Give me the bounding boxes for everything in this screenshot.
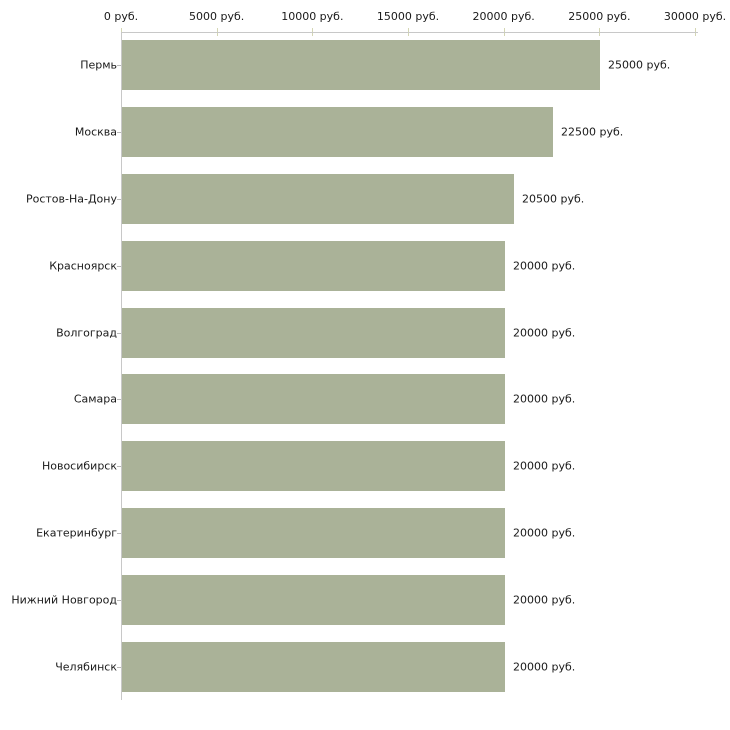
y-axis-tick bbox=[117, 399, 121, 400]
y-axis-tick bbox=[117, 533, 121, 534]
category-label: Ростов-На-Дону bbox=[25, 192, 117, 206]
category-label: Москва bbox=[74, 125, 117, 139]
bar bbox=[122, 374, 505, 424]
value-label: 20000 руб. bbox=[513, 392, 576, 406]
x-axis-tick-label: 10000 руб. bbox=[281, 10, 344, 23]
category-label: Красноярск bbox=[49, 259, 117, 273]
y-axis-tick bbox=[117, 667, 121, 668]
bar bbox=[122, 241, 505, 291]
category-label: Самара bbox=[73, 392, 117, 406]
value-label: 25000 руб. bbox=[608, 58, 671, 72]
bar bbox=[122, 441, 505, 491]
x-axis-tick-label: 30000 руб. bbox=[663, 10, 727, 23]
y-axis-tick bbox=[117, 600, 121, 601]
y-axis-tick bbox=[117, 333, 121, 334]
x-axis-tick-label: 5000 руб. bbox=[189, 10, 245, 23]
y-axis-tick bbox=[117, 266, 121, 267]
y-axis-tick bbox=[117, 132, 121, 133]
bar bbox=[122, 174, 514, 224]
value-label: 20000 руб. bbox=[513, 326, 576, 340]
category-label: Новосибирск bbox=[41, 459, 117, 473]
bar bbox=[122, 642, 505, 692]
value-label: 20500 руб. bbox=[522, 192, 585, 206]
y-axis-tick bbox=[117, 199, 121, 200]
bar bbox=[122, 107, 553, 157]
y-axis-tick bbox=[117, 65, 121, 66]
x-axis-tick-label: 20000 руб. bbox=[472, 10, 535, 23]
bar bbox=[122, 575, 505, 625]
value-label: 20000 руб. bbox=[513, 259, 576, 273]
y-axis-tick bbox=[117, 466, 121, 467]
category-label: Екатеринбург bbox=[36, 526, 117, 540]
bar bbox=[122, 508, 505, 558]
bar bbox=[122, 308, 505, 358]
category-label: Нижний Новгород bbox=[11, 593, 117, 607]
value-label: 22500 руб. bbox=[561, 125, 624, 139]
x-axis-tick-label: 25000 руб. bbox=[568, 10, 631, 23]
x-axis-tick-label: 0 руб. bbox=[103, 10, 139, 23]
x-axis-tick-label: 15000 руб. bbox=[376, 10, 440, 23]
category-label: Челябинск bbox=[55, 660, 117, 674]
x-axis-line bbox=[121, 32, 698, 33]
value-label: 20000 руб. bbox=[513, 593, 576, 607]
value-label: 20000 руб. bbox=[513, 660, 576, 674]
bar bbox=[122, 40, 600, 90]
category-label: Волгоград bbox=[56, 326, 117, 340]
category-label: Пермь bbox=[80, 58, 117, 72]
value-label: 20000 руб. bbox=[513, 459, 576, 473]
value-label: 20000 руб. bbox=[513, 526, 576, 540]
